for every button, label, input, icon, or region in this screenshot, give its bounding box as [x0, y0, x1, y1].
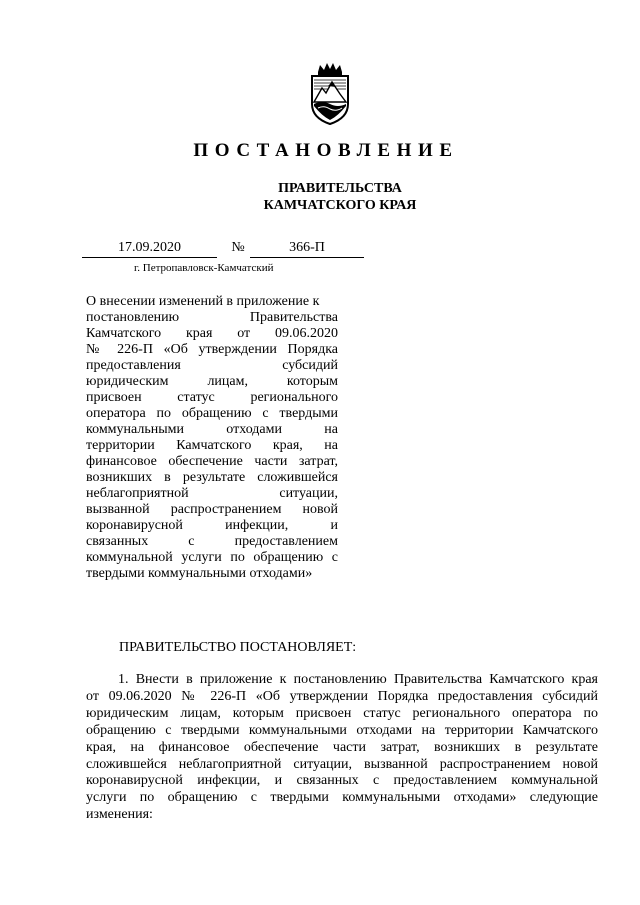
- title-line: неблагоприятной ситуации,: [86, 486, 338, 501]
- kamchatka-coat-of-arms-icon: [306, 62, 354, 126]
- title-line: юридическим лицам, которым: [86, 374, 338, 389]
- title-line: постановлению Правительства: [86, 310, 338, 325]
- title-line: оператора по обращению с твердыми: [86, 406, 338, 421]
- paragraph-line: услуги по обращению с твердыми коммунальными отходами» следующие: [86, 790, 598, 806]
- paragraph-line: сложившейся неблагоприятной ситуации, вызванной распространением новой: [86, 756, 598, 772]
- document-date: 17.09.2020: [118, 240, 181, 255]
- paragraph-line: обращению с твердыми коммунальными отходами на территории Камчатского: [86, 722, 598, 738]
- title-line: присвоен статус регионального: [86, 390, 338, 405]
- title-line: предоставления субсидий: [86, 358, 338, 373]
- paragraph-1: [86, 672, 598, 824]
- title-line: О внесении изменений в приложение к: [86, 294, 320, 309]
- document-title: [86, 294, 338, 582]
- title-line: коммунальными отходами на: [86, 422, 338, 437]
- document-type-heading: ПОСТАНОВЛЕНИЕ: [193, 140, 459, 161]
- title-line: связанных с предоставлением: [86, 534, 338, 549]
- issuer-line: КАМЧАТСКОГО КРАЯ: [263, 198, 417, 213]
- title-line: вызванной распространением новой: [86, 502, 338, 517]
- paragraph-line: от 09.06.2020 № 226-П «Об утверждении Порядка предоставления субсидий: [86, 688, 598, 704]
- title-line: Камчатского края от 09.06.2020: [86, 326, 338, 341]
- paragraph-line: юридическим лицам, которым присвоен статус регионального оператора по: [86, 705, 598, 721]
- number-underline: [250, 257, 364, 258]
- paragraph-line: коронавирусной инфекции, и связанных с предоставлением коммунальной: [86, 773, 598, 789]
- title-line: финансовое обеспечение части затрат,: [86, 454, 338, 469]
- date-underline: [82, 257, 217, 258]
- document-city: г. Петропавловск-Камчатский: [134, 262, 274, 274]
- title-line: твердыми коммунальными отходами»: [86, 566, 313, 581]
- title-line: территории Камчатского края, на: [86, 438, 338, 453]
- date-number-line: [82, 240, 364, 258]
- issuer-heading: [0, 180, 640, 214]
- title-line: коронавирусной инфекции, и: [86, 518, 338, 533]
- number-sign: №: [231, 240, 245, 255]
- paragraph-line: изменения:: [86, 807, 153, 823]
- title-line: коммунальной услуги по обращению с: [86, 550, 338, 565]
- title-line: возникших в результате сложившейся: [86, 470, 338, 485]
- paragraph-line: 1. Внести в приложение к постановлению Правительства Камчатского края: [118, 672, 598, 687]
- issuer-line: ПРАВИТЕЛЬСТВА: [278, 181, 402, 196]
- resolves-heading: ПРАВИТЕЛЬСТВО ПОСТАНОВЛЯЕТ:: [119, 640, 357, 655]
- document-number: 366-П: [289, 240, 325, 255]
- paragraph-line: края, на финансовое обеспечение части затрат, возникших в результате: [86, 739, 598, 755]
- title-line: № 226-П «Об утверждении Порядка: [86, 342, 338, 357]
